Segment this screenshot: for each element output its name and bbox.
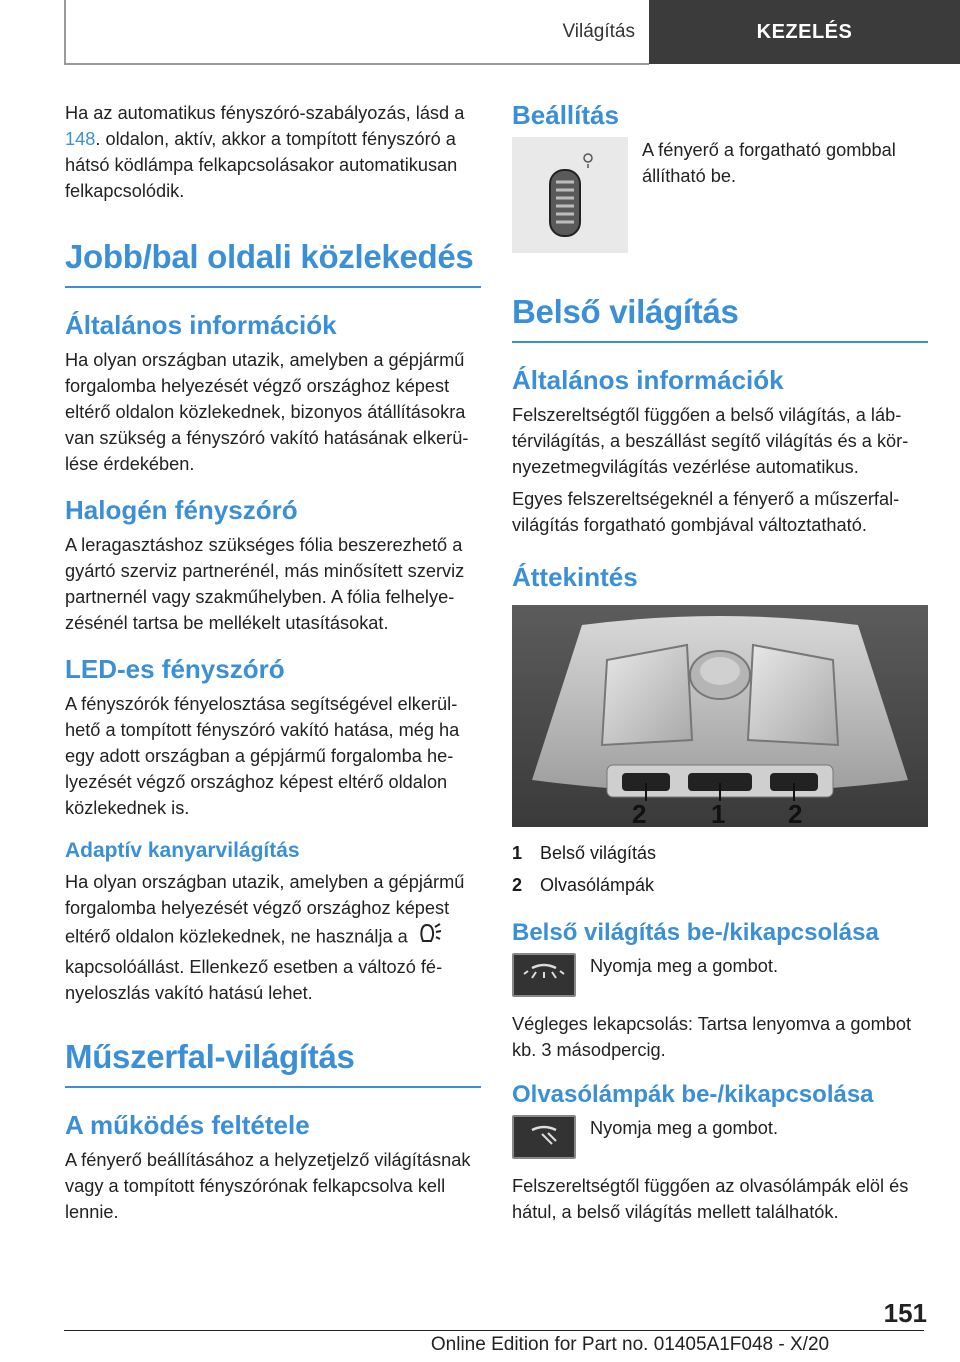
paragraph-settings: A fényerő a forgatható gombbal állítható be.: [642, 140, 896, 186]
overhead-console-photo: [512, 605, 928, 827]
paragraph-general-info: Ha olyan országban utazik, amelyben a gépjármű forgalomba helyezését végző országhoz képest eltérő oldalon közlekednek, bizonyos átállításokra van szükség a fényszóró vakító hatásának elkerülése érdekében.: [65, 350, 469, 474]
heading-traffic-side: Jobb/bal oldali közlekedés: [65, 238, 481, 288]
heading-general-info: Általános információk: [65, 310, 337, 340]
paragraph-final-off: Végleges lekapcsolás: Tartsa lenyomva a gombot kb. 3 másodpercig.: [512, 1014, 912, 1060]
paragraph-halogen: A leragasztáshoz szükséges fólia beszerezhető a gyártó szerviz partnerénél, más minősített szerviz partnernél vagy szakműhelyben. A fólia felhelyezésénél tartsa be mellékelt utasításokat.: [65, 535, 465, 633]
paragraph-press-interior: Nyomja meg a gombot.: [590, 956, 779, 976]
reading-button-row: [512, 1115, 928, 1159]
heading-adaptive: Adaptív kanyarvilágítás: [65, 839, 300, 862]
header-chapter-tab: KEZELÉS: [649, 0, 960, 64]
heading-led: LED-es fényszóró: [65, 654, 285, 684]
settings-row: [512, 137, 928, 253]
heading-overview: Áttekintés: [512, 562, 638, 592]
interior-light-button-icon: [512, 953, 576, 997]
photo-label-center: 1: [711, 799, 726, 827]
dimmer-wheel-icon: [512, 137, 628, 253]
heading-interior-toggle: Belső világítás be-/kikapcsolása: [512, 919, 879, 946]
photo-label-right: 2: [788, 799, 803, 827]
paragraph-led: A fényszórók fényelosztása segítségével elkerülhető a tompított fényszóró vakító hatása, még ha egy adott országban a gépjármű forgalomba helyezését végző országhoz képest eltérő oldalon közlekednek is.: [65, 694, 460, 818]
heading-general-info-right: Általános információk: [512, 365, 784, 395]
adaptive-light-icon: [417, 921, 443, 954]
photo-label-left: 2: [632, 799, 647, 827]
paragraph-general-right-1: Felszereltségtől függően a belső világítás, a lábtérvilágítás, a beszállást segítő világítás és a környezetmegvilágítás vezérlése automatikus.: [512, 405, 909, 477]
footer-rule: [64, 1330, 924, 1331]
heading-condition: A működés feltétele: [65, 1110, 310, 1140]
paragraph-press-reading: Nyomja meg a gombot.: [590, 1118, 779, 1138]
reading-light-button-icon: [512, 1115, 576, 1159]
paragraph-condition: A fényerő beállításához a helyzetjelző világításnak vagy a tompított fényszórónak felkapcsolva kell lennie.: [65, 1150, 471, 1222]
heading-halogen: Halogén fényszóró: [65, 495, 298, 525]
heading-interior-lighting: Belső világítás: [512, 293, 928, 343]
heading-instrument-lighting: Műszerfal-világítás: [65, 1038, 481, 1088]
heading-settings: Beállítás: [512, 100, 619, 130]
right-column: [512, 100, 928, 1225]
intro-paragraph: Ha az automatikus fényszóró-szabályozás, lásd a 148. oldalon, aktív, akkor a tompított fényszóró a hátsó ködlámpa felkapcsolásakor automatikusan felkapcsolódik.: [65, 103, 465, 201]
legend-item: 2 Olvasólámpák: [512, 875, 655, 895]
paragraph-general-right-2: Egyes felszereltségeknél a fényerő a műszerfalvilágítás forgatható gombjával változtatható.: [512, 489, 900, 535]
heading-reading-toggle: Olvasólámpák be-/kikapcsolása: [512, 1081, 874, 1108]
left-column: [65, 100, 481, 1225]
legend-item: 1 Belső világítás: [512, 843, 657, 863]
page-number: 151: [883, 1298, 927, 1328]
paragraph-reading-location: Felszereltségtől függően az olvasólámpák elöl és hátul, a belső világítás mellett találhatók.: [512, 1176, 909, 1222]
header-section-title: Világítás: [562, 21, 635, 42]
interior-button-row: [512, 953, 928, 997]
photo-legend: [512, 837, 928, 901]
footer-edition: Online Edition for Part no. 01405A1F048 - X/20: [430, 1334, 830, 1355]
paragraph-adaptive: Ha olyan országban utazik, amelyben a gépjármű forgalomba helyezését végző országhoz képest eltérő oldalon közlekednek, ne használja a kapcsolóállást. Ellenkező esetben a változó fényeloszlás vakító hatású lehet.: [65, 872, 465, 1003]
page-link[interactable]: 148: [65, 129, 96, 149]
